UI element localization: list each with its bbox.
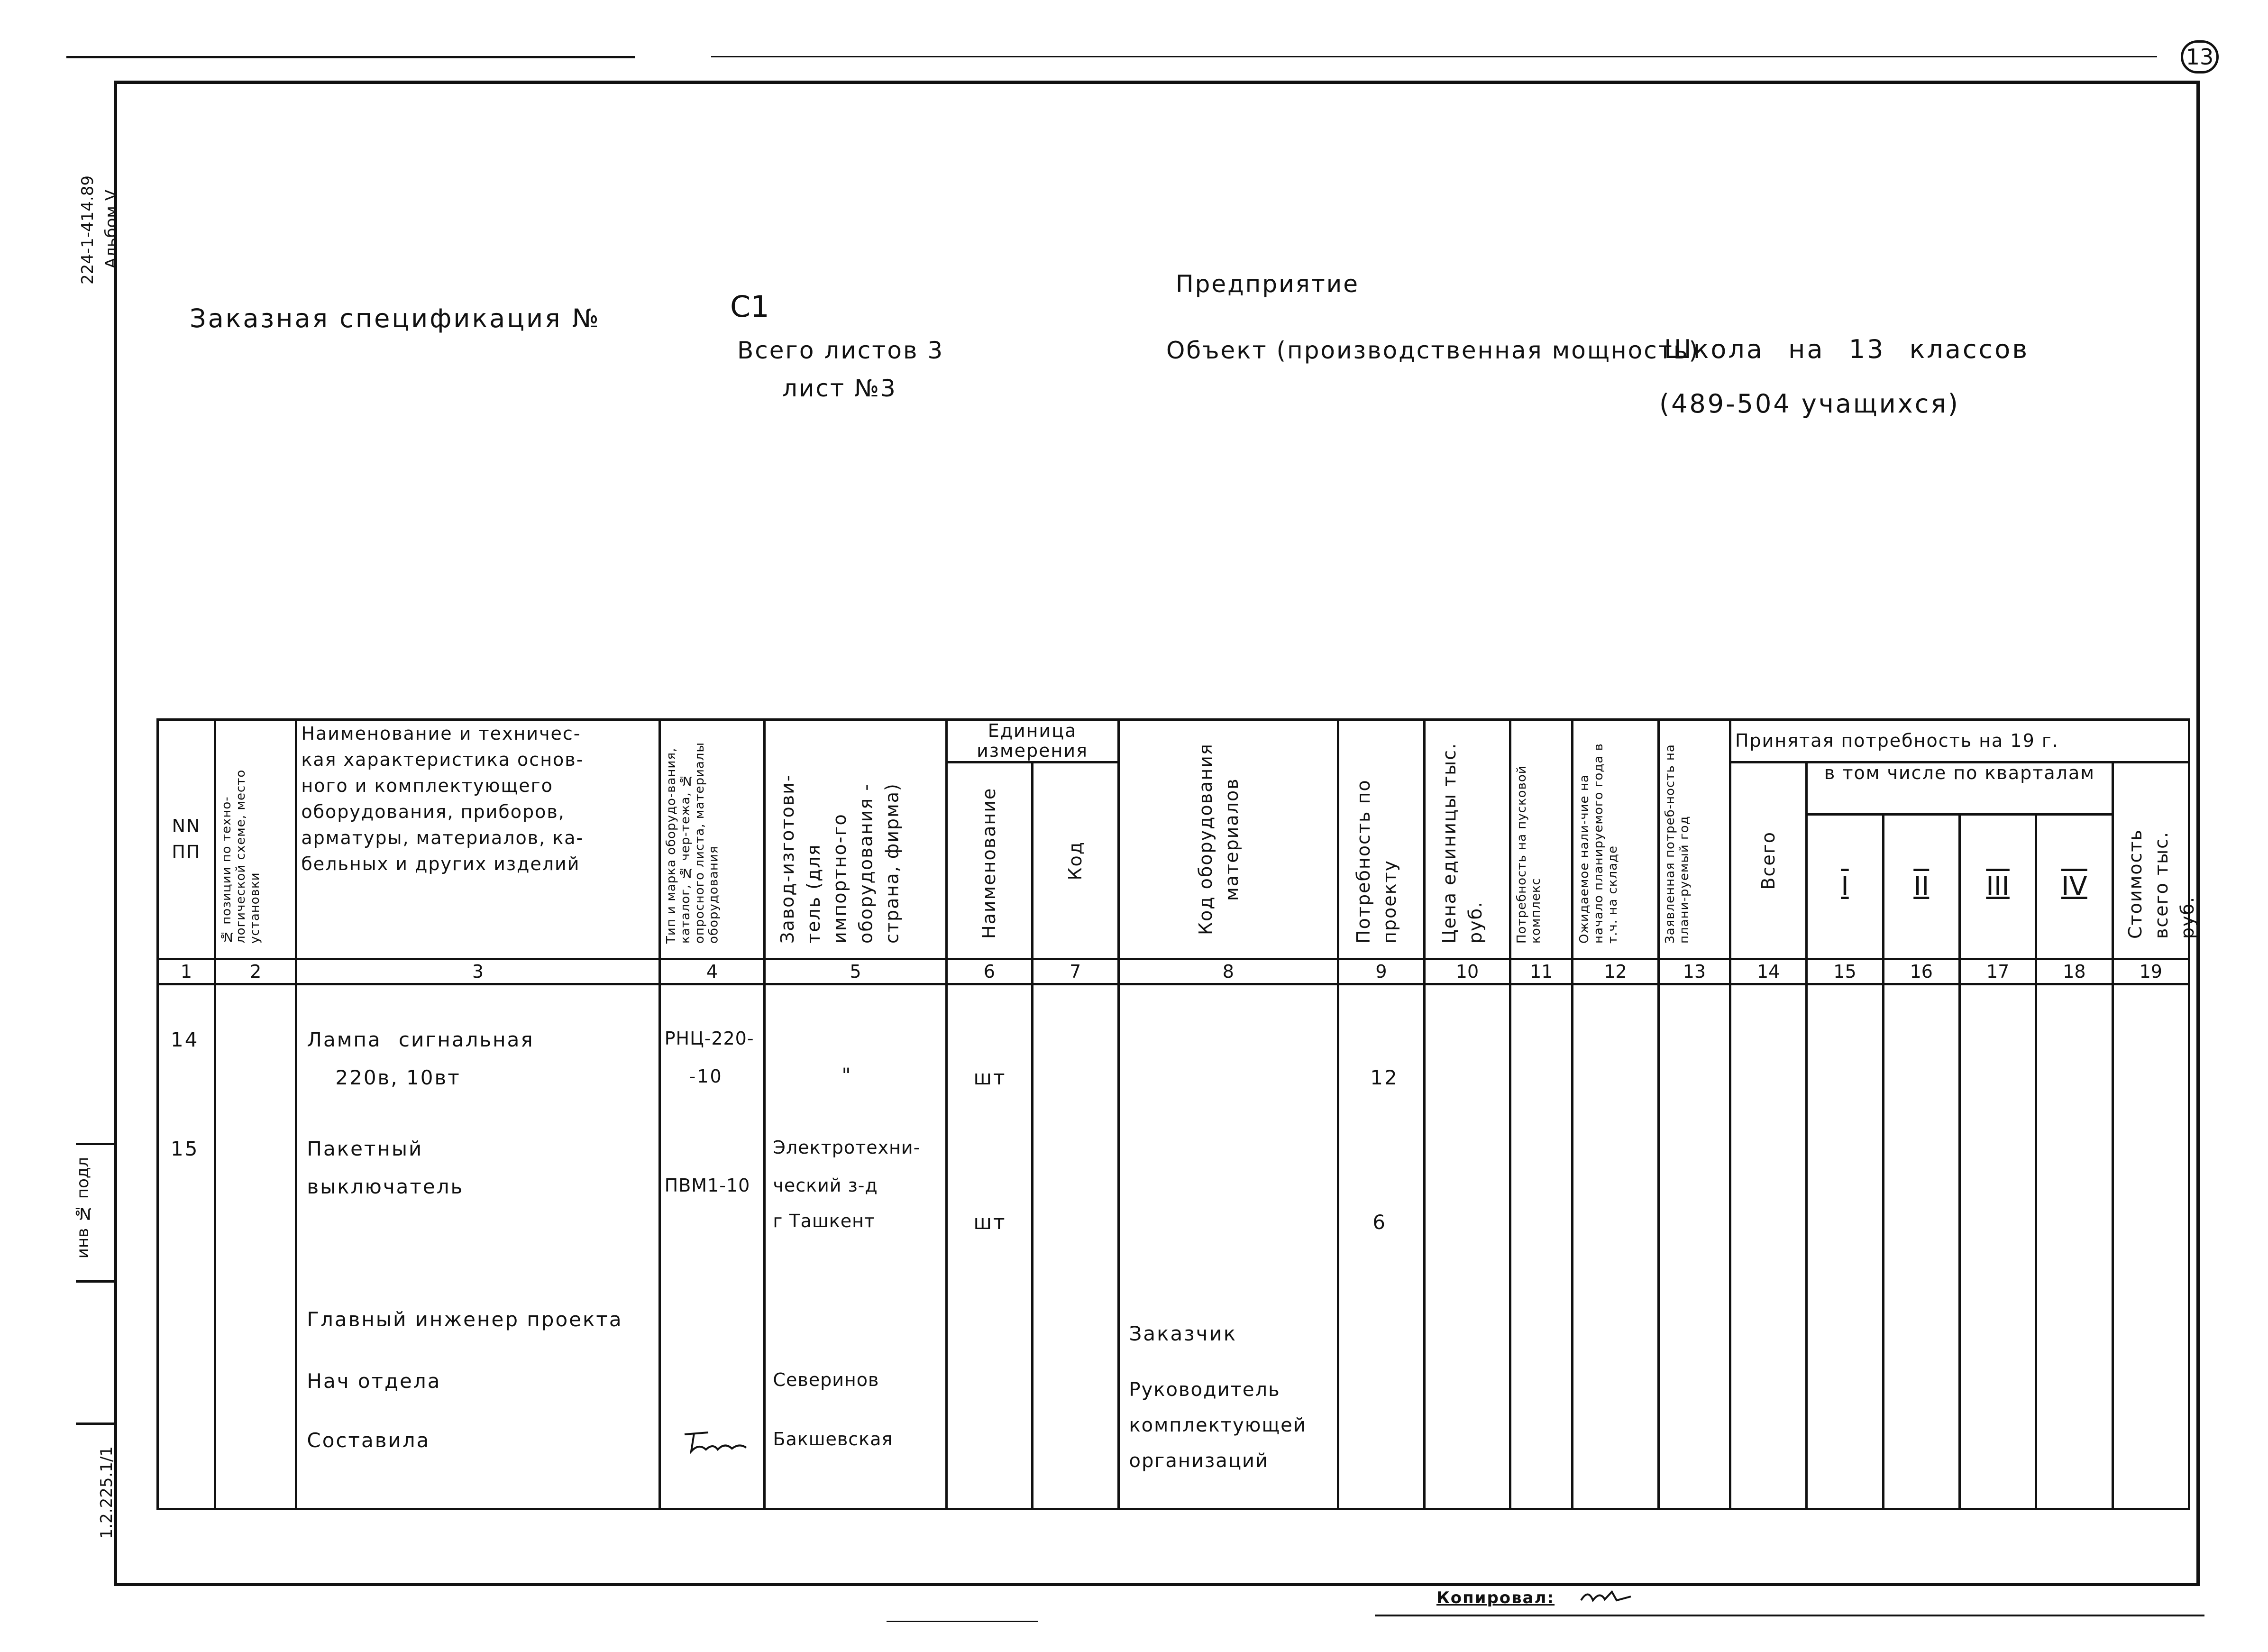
page-number: 13 (2181, 40, 2219, 73)
quarter-1: I (1808, 816, 1884, 958)
row-14-unit: шт (973, 1066, 1006, 1089)
row-14-name: Лампа сигнальная (307, 1028, 534, 1051)
side-box-mid (76, 1280, 114, 1283)
body-nn (158, 984, 215, 1509)
object-label: Объект (производственная мощность) (1166, 337, 1700, 364)
col-header-cost: Стоимость всего тыс. руб. (2113, 762, 2189, 959)
quarter-3: III (1961, 816, 2037, 958)
row-15-unit: шт (973, 1211, 1006, 1234)
col-header-unit-group: Единица измерения (946, 720, 1118, 762)
specification-table (156, 718, 2198, 1510)
col-header-position: № позиции по техно-логической схеме, место установки (215, 720, 296, 959)
sig-supplier-3: организаций (1129, 1450, 1269, 1472)
object-value: Школа на 13 классов (1664, 334, 2030, 364)
sig-customer: Заказчик (1129, 1322, 1237, 1345)
spec-title: Заказная спецификация № (190, 303, 601, 333)
row-15-maker-2: ческий з-д (773, 1175, 878, 1196)
col-header-expected: Ожидаемое нали-чие на начало планируемого года в т.ч. на складе (1573, 720, 1658, 959)
col-header-unit-code: Код (1033, 762, 1118, 959)
side-box-low (76, 1423, 114, 1425)
row-14-type-2: -10 (689, 1066, 723, 1087)
row-15-nn: 15 (171, 1137, 199, 1160)
col-header-price: Цена единицы тыс. руб. (1424, 720, 1510, 959)
object-value-2: (489-504 учащихся) (1659, 389, 1960, 419)
body-equip-code (1118, 984, 1338, 1509)
top-rule (66, 56, 635, 58)
sig-dept-head-name: Северинов (773, 1369, 879, 1390)
row-15-name: Пакетный (307, 1137, 423, 1160)
col-header-need: Потребность по проекту (1338, 720, 1424, 959)
quarter-4: IV (2061, 871, 2087, 902)
row-14-qty: 12 (1370, 1066, 1399, 1089)
spec-number: С1 (730, 289, 769, 324)
col-header-accepted-group: Принятая потребность на 19 г. (1730, 720, 2189, 762)
sheet-number: лист №3 (782, 375, 897, 402)
body-name (296, 984, 659, 1509)
top-rule-right (711, 56, 2157, 57)
col-header-maker: Завод-изготови-тель (для импортно-го оборудования - страна, фирма) (765, 720, 946, 959)
column-number-row: 1 2 3 4 5 6 7 8 9 10 11 12 13 14 15 16 17 18 19 (158, 959, 2189, 984)
row-15-maker-3: г Ташкент (773, 1211, 876, 1231)
row-14-type: РНЦ-220- (664, 1028, 754, 1049)
row-15-type: ПВМ1-10 (664, 1175, 750, 1196)
col-header-launch: Потребность на пусковой комплекс (1510, 720, 1573, 959)
body-maker (765, 984, 946, 1509)
body-need (1338, 984, 1424, 1509)
copied-by-signature (1579, 1586, 1636, 1607)
sheets-total: Всего листов 3 (737, 337, 944, 364)
side-bottom-stamp: 1.2.225.1/1 (97, 1446, 116, 1539)
copied-by-label: Копировал: (1436, 1588, 1555, 1607)
sig-supplier-1: Руководитель (1129, 1379, 1280, 1401)
col-header-name: Наименование и техничес- кая характеристика основ- ного и комплектующего оборудования, приборов, арматуры, материалов, ка- бельных и других изделий (296, 720, 659, 959)
col-header-declared: Заявленная потреб-ность на плани-руемый год (1658, 720, 1730, 959)
row-14-nn: 14 (171, 1028, 199, 1051)
table-body (158, 984, 2189, 1509)
side-box-top (76, 1143, 114, 1145)
side-lower-stamp: инв № подл (73, 1157, 92, 1259)
sig-chief-engineer: Главный инженер проекта (307, 1308, 623, 1331)
col-header-unit-name: Наименование (946, 762, 1032, 959)
signature-mark (680, 1429, 751, 1457)
body-unit (946, 984, 1032, 1509)
quarter-2: II (1884, 816, 1961, 958)
sig-compiled: Составила (307, 1429, 430, 1452)
row-15-qty: 6 (1372, 1211, 1387, 1234)
bottom-rule-1 (887, 1621, 1038, 1622)
enterprise-label: Предприятие (1176, 270, 1360, 298)
sig-compiled-name: Бакшевская (773, 1429, 893, 1450)
row-14-spec: 220в, 10вт (335, 1066, 461, 1089)
sig-supplier-2: комплектующей (1129, 1414, 1307, 1436)
col-header-nn: NN ПП (158, 720, 215, 959)
bottom-rule-2 (1375, 1615, 2204, 1616)
row-15-name-2: выключатель (307, 1175, 464, 1198)
body-type (659, 984, 765, 1509)
sig-dept-head: Нач отдела (307, 1369, 441, 1393)
row-14-maker-ditto: " (841, 1064, 852, 1087)
col-header-type: Тип и марка оборудо-вания, каталог, № чер-тежа, № опросного листа, материалы оборудования (659, 720, 765, 959)
row-15-maker: Электротехни- (773, 1137, 921, 1158)
col-header-equip-code: Код оборудования материалов (1118, 720, 1338, 959)
side-album: Альбом V (102, 190, 121, 269)
col-header-quarters: в том числе по кварталам I II III IV (1807, 762, 2113, 959)
col-header-total: Всего (1730, 762, 1806, 959)
side-code: 224-1-414.89 (78, 175, 97, 285)
